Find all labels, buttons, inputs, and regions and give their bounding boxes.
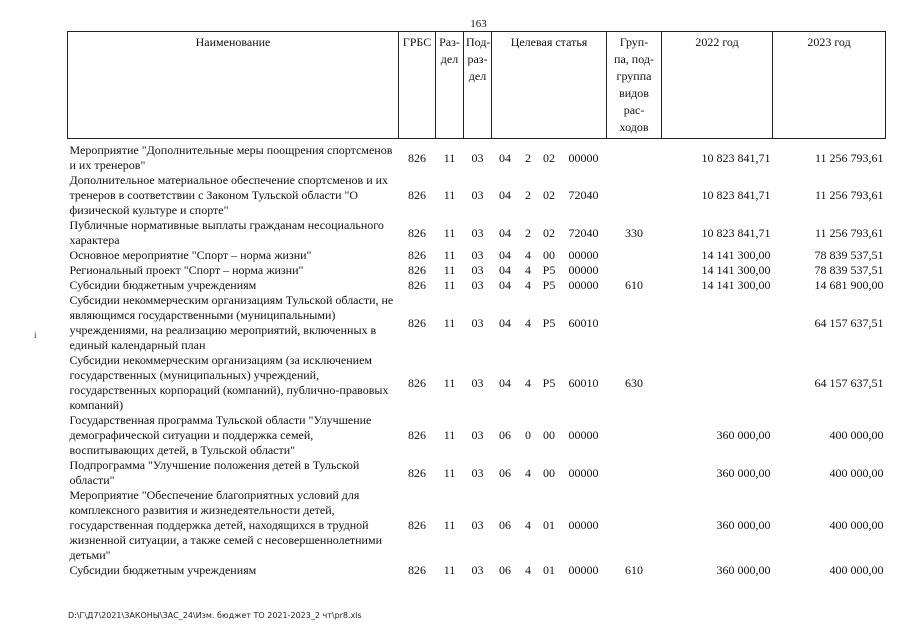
row-amount-2022: 14 141 300,00 bbox=[701, 263, 771, 277]
row-podrazdel: 03 bbox=[471, 225, 484, 240]
row-razdel: 11 bbox=[443, 428, 456, 442]
row-razdel: 11 bbox=[443, 375, 456, 390]
row-target-direction: 00000 bbox=[568, 278, 599, 292]
row-target-event: 01 bbox=[543, 563, 555, 577]
row-amount-2023: 400 000,00 bbox=[829, 428, 884, 442]
row-target-event: 02 bbox=[543, 188, 555, 202]
table-row bbox=[68, 278, 886, 293]
row-podrazdel: 03 bbox=[471, 563, 484, 577]
row-razdel: 11 bbox=[443, 263, 456, 277]
row-target-event: P5 bbox=[542, 263, 556, 277]
row-grbs: 826 bbox=[408, 375, 426, 390]
header-name: Наименование bbox=[68, 32, 399, 139]
row-name: Субсидии бюджетным учреждениям bbox=[69, 278, 257, 292]
table-row bbox=[68, 173, 886, 218]
page-number: 163 bbox=[470, 18, 487, 30]
row-amount-2023: 11 256 793,61 bbox=[814, 225, 884, 240]
row-expense-group bbox=[607, 143, 662, 173]
header-group: Груп- па, под- группа видов рас- ходов bbox=[607, 32, 662, 139]
row-name: Субсидии некоммерческим организациям Тульской области, не являющимся государственными (муниципальными) учреждениями, на реализацию мероприятий, включенных в единый календарный план bbox=[69, 293, 394, 352]
row-amount-2022: 10 823 841,71 bbox=[701, 225, 771, 240]
row-target-subprogram: 2 bbox=[525, 225, 531, 240]
row-target-direction: 00000 bbox=[568, 428, 599, 442]
row-target-event: 00 bbox=[543, 248, 555, 262]
row-amount-2022: 360 000,00 bbox=[716, 563, 771, 577]
row-amount-2023: 11 256 793,61 bbox=[814, 188, 884, 202]
row-target-program: 06 bbox=[499, 465, 511, 480]
margin-mark: i bbox=[34, 330, 37, 340]
row-amount-2022: 14 141 300,00 bbox=[701, 278, 771, 292]
table-row bbox=[68, 218, 886, 248]
row-expense-group bbox=[607, 488, 662, 563]
header-2022: 2022 год bbox=[662, 32, 773, 139]
table-header bbox=[68, 32, 886, 139]
row-podrazdel: 03 bbox=[471, 263, 484, 277]
table-row bbox=[68, 293, 886, 353]
row-target-subprogram: 4 bbox=[525, 263, 531, 277]
row-amount-2022 bbox=[662, 353, 773, 413]
row-target-subprogram: 4 bbox=[525, 278, 531, 292]
row-grbs: 826 bbox=[408, 428, 426, 442]
header-target: Целевая статья bbox=[492, 32, 607, 139]
row-target-direction: 00000 bbox=[568, 248, 599, 262]
header-2023: 2023 год bbox=[773, 32, 886, 139]
row-podrazdel: 03 bbox=[471, 188, 484, 202]
row-podrazdel: 03 bbox=[471, 375, 484, 390]
row-target-event: P5 bbox=[542, 375, 556, 390]
row-podrazdel: 03 bbox=[471, 278, 484, 292]
row-target-subprogram: 4 bbox=[525, 518, 531, 532]
row-name: Субсидии бюджетным учреждениям bbox=[69, 563, 257, 577]
table-row bbox=[68, 413, 886, 458]
row-expense-group: 610 bbox=[625, 563, 644, 577]
row-grbs: 826 bbox=[408, 518, 426, 532]
row-grbs: 826 bbox=[408, 563, 426, 577]
row-target-direction: 00000 bbox=[568, 563, 599, 577]
row-target-program: 04 bbox=[499, 150, 511, 165]
row-razdel: 11 bbox=[443, 225, 456, 240]
row-target-program: 04 bbox=[499, 315, 511, 330]
table-body bbox=[68, 139, 886, 579]
header-grbs: ГРБС bbox=[399, 32, 436, 139]
row-target-program: 06 bbox=[499, 563, 511, 577]
row-expense-group bbox=[607, 173, 662, 218]
table-row bbox=[68, 353, 886, 413]
row-target-subprogram: 0 bbox=[525, 428, 531, 442]
row-target-subprogram: 4 bbox=[525, 315, 531, 330]
row-razdel: 11 bbox=[443, 248, 456, 262]
row-target-subprogram: 2 bbox=[525, 188, 531, 202]
row-amount-2023: 64 157 637,51 bbox=[814, 375, 884, 390]
row-amount-2022: 360 000,00 bbox=[716, 465, 771, 480]
row-name: Дополнительное материальное обеспечение спортсменов и их тренеров в соответствии с Законом Тульской области "О физической культуре и спорте" bbox=[69, 173, 389, 217]
row-target-direction: 60010 bbox=[568, 315, 599, 330]
row-name: Субсидии некоммерческим организациям (за исключением государственных (муниципальных) учреждений, государственных корпораций (компаний), публично-правовых компаний) bbox=[69, 353, 389, 412]
row-target-direction: 72040 bbox=[568, 225, 599, 240]
row-razdel: 11 bbox=[443, 465, 456, 480]
row-target-event: 02 bbox=[543, 150, 555, 165]
row-grbs: 826 bbox=[408, 465, 426, 480]
row-razdel: 11 bbox=[443, 518, 456, 532]
row-target-program: 04 bbox=[499, 188, 511, 202]
row-target-direction: 00000 bbox=[568, 263, 599, 277]
row-target-subprogram: 4 bbox=[525, 563, 531, 577]
row-amount-2023: 14 681 900,00 bbox=[814, 278, 884, 292]
row-amount-2022: 360 000,00 bbox=[716, 518, 771, 532]
table-row bbox=[68, 248, 886, 263]
row-amount-2023: 78 839 537,51 bbox=[814, 248, 884, 262]
row-target-program: 04 bbox=[499, 248, 511, 262]
row-expense-group bbox=[607, 248, 662, 263]
footer-file-path: D:\Г\Д7\2021\ЗАКОНЫ\ЗАС_24\Изм. бюджет ТО 2021-2023_2 чт\pr8.xls bbox=[68, 611, 362, 620]
row-amount-2022: 360 000,00 bbox=[716, 428, 771, 442]
row-target-subprogram: 2 bbox=[525, 150, 531, 165]
row-target-direction: 72040 bbox=[568, 188, 599, 202]
header-razdel: Раз- дел bbox=[436, 32, 464, 139]
row-name: Основное мероприятие "Спорт – норма жизни" bbox=[69, 248, 312, 262]
row-amount-2023: 78 839 537,51 bbox=[814, 263, 884, 277]
row-amount-2022: 10 823 841,71 bbox=[701, 150, 771, 165]
row-podrazdel: 03 bbox=[471, 518, 484, 532]
row-amount-2023: 400 000,00 bbox=[829, 563, 884, 577]
row-amount-2023: 400 000,00 bbox=[829, 465, 884, 480]
row-target-program: 04 bbox=[499, 225, 511, 240]
row-grbs: 826 bbox=[408, 278, 426, 292]
row-grbs: 826 bbox=[408, 188, 426, 202]
table-row bbox=[68, 458, 886, 488]
row-target-program: 06 bbox=[499, 518, 511, 532]
row-grbs: 826 bbox=[408, 263, 426, 277]
row-expense-group: 610 bbox=[625, 278, 644, 292]
row-expense-group: 630 bbox=[625, 375, 644, 390]
row-razdel: 11 bbox=[443, 563, 456, 577]
row-name: Подпрограмма "Улучшение положения детей в Тульской области" bbox=[69, 458, 360, 487]
row-amount-2023: 64 157 637,51 bbox=[814, 315, 884, 330]
row-name: Региональный проект "Спорт – норма жизни" bbox=[69, 263, 304, 277]
row-amount-2022: 10 823 841,71 bbox=[701, 188, 771, 202]
row-target-direction: 00000 bbox=[568, 150, 599, 165]
row-expense-group bbox=[607, 413, 662, 458]
row-podrazdel: 03 bbox=[471, 150, 484, 165]
header-podrazdel: Под- раз- дел bbox=[464, 32, 492, 139]
row-razdel: 11 bbox=[443, 278, 456, 292]
row-grbs: 826 bbox=[408, 150, 426, 165]
budget-table bbox=[67, 31, 886, 578]
row-name: Мероприятие "Дополнительные меры поощрения спортсменов и их тренеров" bbox=[69, 143, 393, 172]
row-grbs: 826 bbox=[408, 225, 426, 240]
row-target-event: 00 bbox=[543, 428, 555, 442]
row-target-direction: 00000 bbox=[568, 518, 599, 532]
row-amount-2023: 11 256 793,61 bbox=[814, 150, 884, 165]
table-row bbox=[68, 263, 886, 278]
row-expense-group bbox=[607, 263, 662, 278]
row-podrazdel: 03 bbox=[471, 315, 484, 330]
table-row bbox=[68, 143, 886, 173]
row-target-program: 04 bbox=[499, 278, 511, 292]
row-razdel: 11 bbox=[443, 188, 456, 202]
row-target-subprogram: 4 bbox=[525, 248, 531, 262]
row-target-event: 01 bbox=[543, 518, 555, 532]
row-target-subprogram: 4 bbox=[525, 465, 531, 480]
row-grbs: 826 bbox=[408, 248, 426, 262]
row-target-event: 00 bbox=[543, 465, 555, 480]
row-name: Мероприятие "Обеспечение благоприятных условий для комплексного развития и жизнедеятельности детей, государственная поддержка детей, находящихся в трудной жизненной ситуации, а также семей с несовершеннолетними детьми" bbox=[69, 488, 382, 562]
table-row bbox=[68, 488, 886, 563]
row-target-subprogram: 4 bbox=[525, 375, 531, 390]
row-podrazdel: 03 bbox=[471, 465, 484, 480]
row-target-direction: 00000 bbox=[568, 465, 599, 480]
row-podrazdel: 03 bbox=[471, 248, 484, 262]
row-target-program: 04 bbox=[499, 263, 511, 277]
row-razdel: 11 bbox=[443, 150, 456, 165]
row-target-event: 02 bbox=[543, 225, 555, 240]
row-amount-2023: 400 000,00 bbox=[829, 518, 884, 532]
row-name: Публичные нормативные выплаты гражданам несоциального характера bbox=[69, 218, 384, 247]
row-expense-group: 330 bbox=[625, 225, 644, 240]
row-podrazdel: 03 bbox=[471, 428, 484, 442]
row-target-event: P5 bbox=[542, 315, 556, 330]
row-grbs: 826 bbox=[408, 315, 426, 330]
row-target-program: 04 bbox=[499, 375, 511, 390]
row-amount-2022: 14 141 300,00 bbox=[701, 248, 771, 262]
row-target-direction: 60010 bbox=[568, 375, 599, 390]
row-target-event: P5 bbox=[542, 278, 556, 292]
row-name: Государственная программа Тульской области "Улучшение демографической ситуации и поддержка семей, воспитывающих детей, в Тульской области" bbox=[69, 413, 372, 457]
row-expense-group bbox=[607, 458, 662, 488]
row-target-program: 06 bbox=[499, 428, 511, 442]
row-razdel: 11 bbox=[443, 315, 456, 330]
row-amount-2022 bbox=[662, 293, 773, 353]
table-row bbox=[68, 563, 886, 578]
row-expense-group bbox=[607, 293, 662, 353]
